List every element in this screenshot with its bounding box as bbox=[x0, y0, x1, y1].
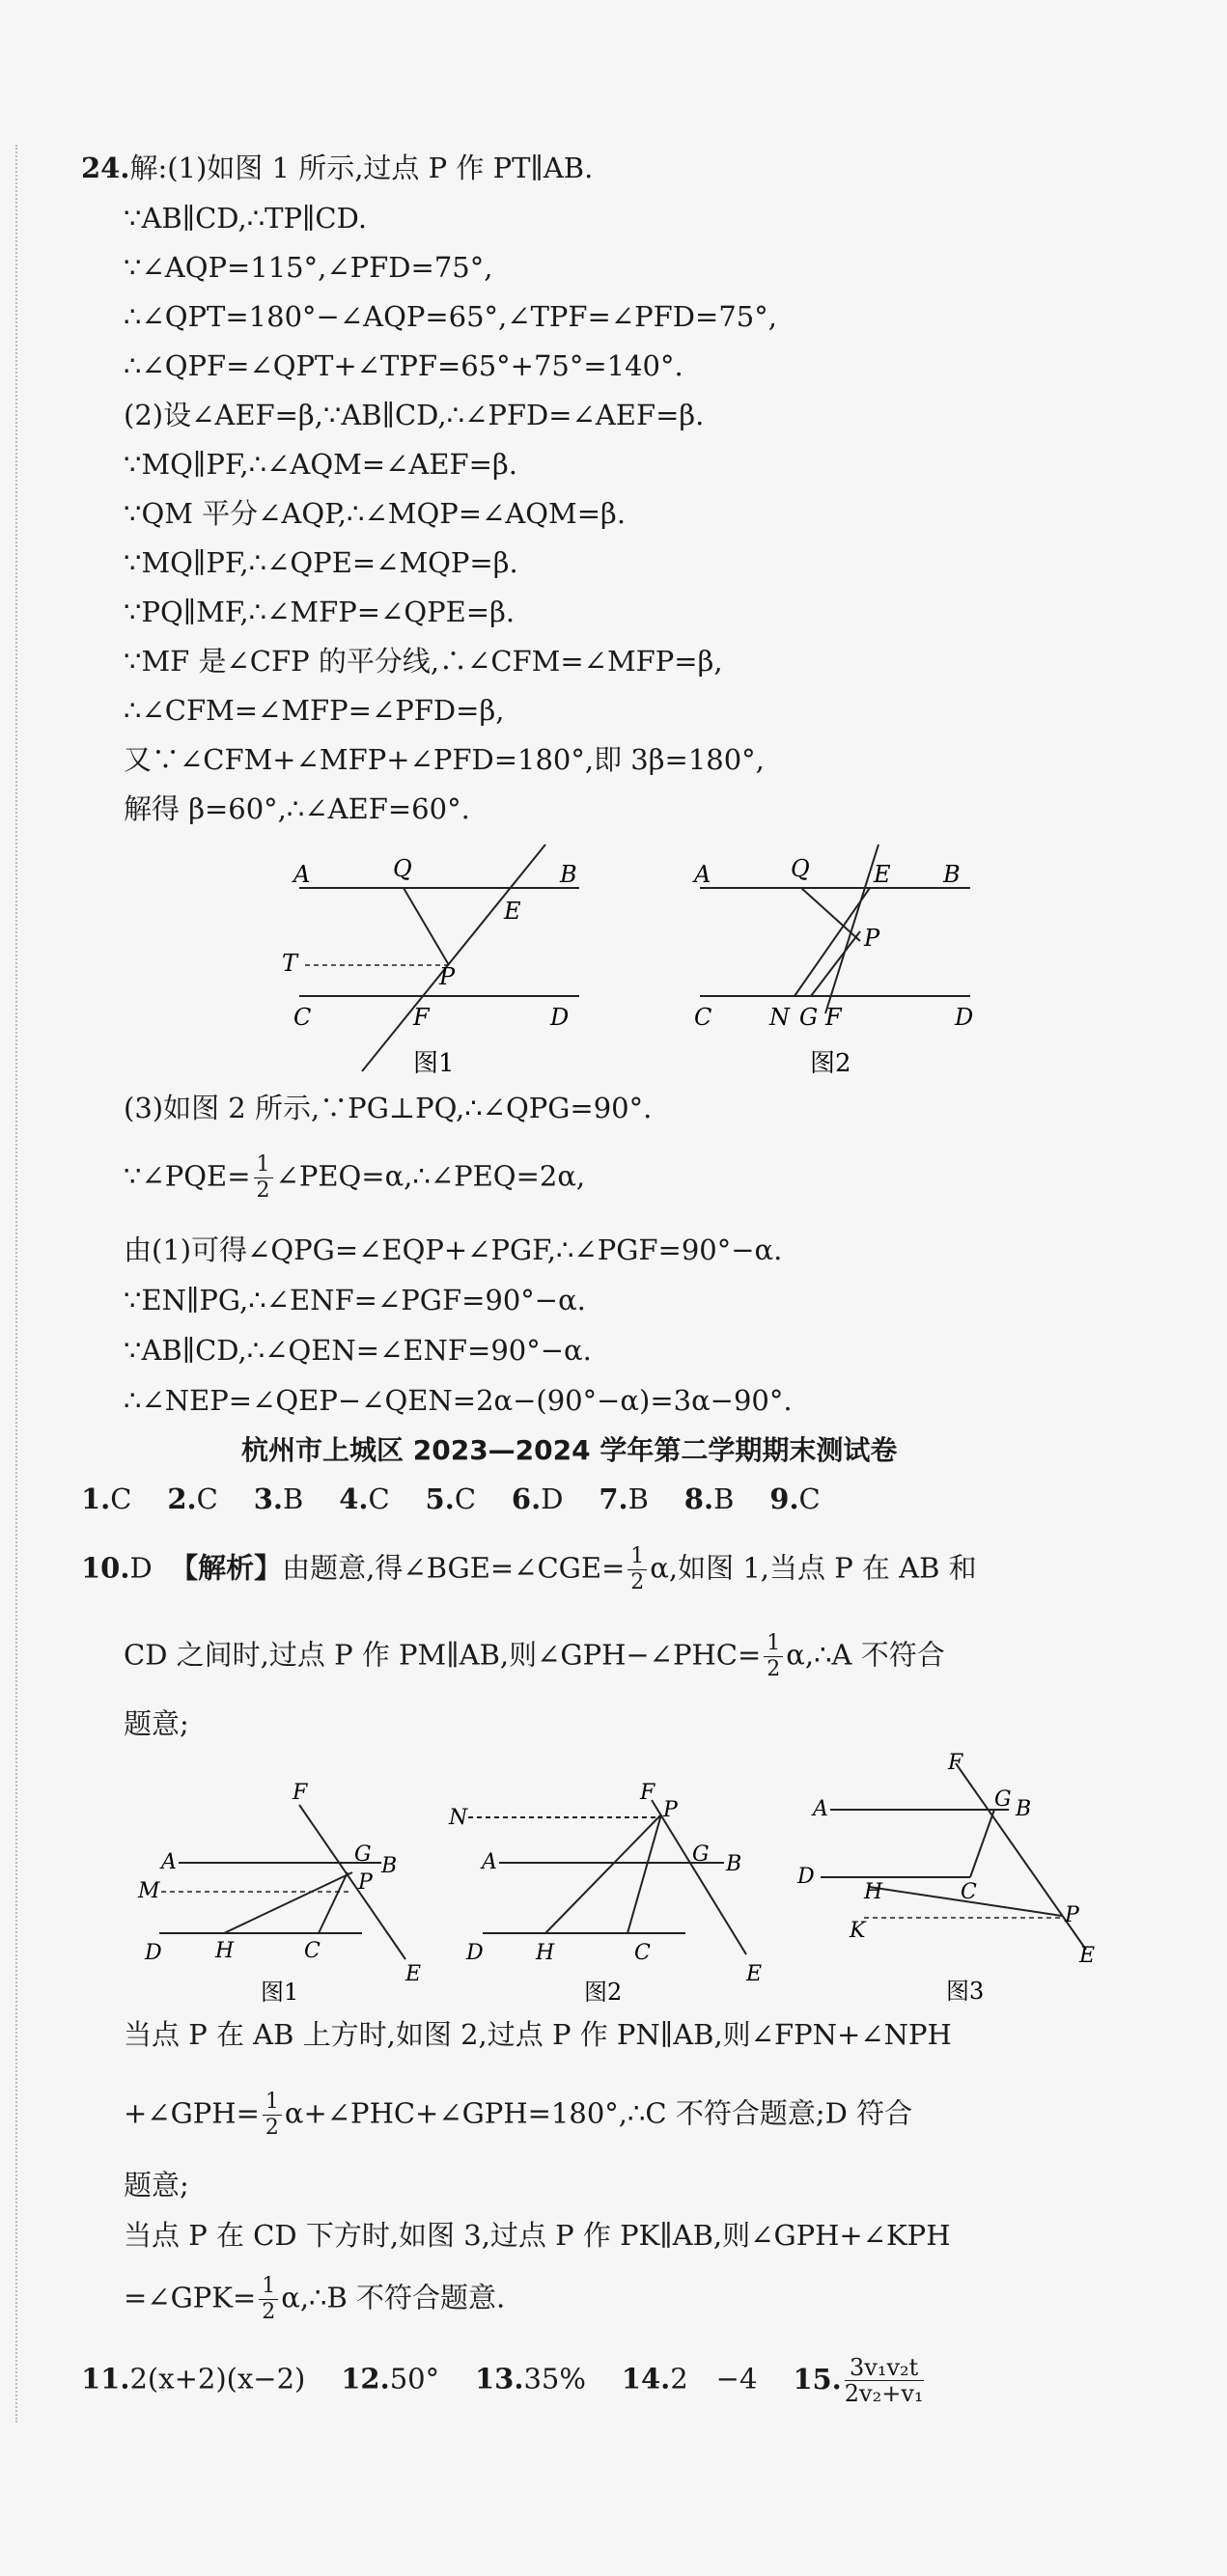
q24-line-8: ∵QM 平分∠AQP,∴∠MQP=∠AQM=β. bbox=[124, 497, 627, 530]
q24-figure-1 bbox=[280, 840, 608, 1100]
q10-line-2: CD 之间时,过点 P 作 PM∥AB,则∠GPH−∠PHC= $\frac{1}{2}$ α,∴A 不符合 bbox=[124, 1631, 945, 1681]
margin-dotted-line bbox=[15, 145, 17, 2423]
fig1-label-a: A bbox=[293, 861, 311, 888]
q10-line-4: 当点 P 在 AB 上方时,如图 2,过点 P 作 PN∥AB,则∠FPN+∠NPH bbox=[124, 2018, 952, 2051]
q24-line-9: ∵MQ∥PF,∴∠QPE=∠MQP=β. bbox=[124, 546, 518, 579]
svg-text:图1: 图1 bbox=[261, 1979, 299, 2006]
mc-item: 7.B bbox=[599, 1482, 649, 1515]
svg-text:F: F bbox=[948, 1752, 963, 1775]
svg-text:D: D bbox=[145, 1941, 162, 1965]
svg-text:G: G bbox=[354, 1842, 372, 1867]
fig2-label-p: P bbox=[864, 925, 880, 952]
fig2-label-n: N bbox=[769, 1004, 790, 1031]
svg-text:H: H bbox=[864, 1880, 883, 1904]
q24-line-14: 解得 β=60°,∴∠AEF=60°. bbox=[124, 792, 470, 825]
q10-figure-2 bbox=[439, 1776, 767, 2008]
q24-part3-line-3: 由(1)可得∠QPG=∠EQP+∠PGF,∴∠PGF=90°−α. bbox=[124, 1233, 783, 1266]
fig1-label-c: C bbox=[293, 1004, 312, 1031]
q24-part3-line-2: ∵∠PQE= $\frac{1}{2}$ ∠PEQ=α,∴∠PEQ=2α, bbox=[124, 1152, 586, 1203]
svg-text:P: P bbox=[1065, 1903, 1079, 1927]
q10-line-3: 题意; bbox=[124, 1707, 189, 1740]
fig1-label-b: B bbox=[560, 861, 577, 888]
q24-part3-line-6: ∴∠NEP=∠QEP−∠QEN=2α−(90°−α)=3α−90°. bbox=[124, 1384, 793, 1417]
mc-item: 4.C bbox=[339, 1482, 390, 1515]
mc-answers-row bbox=[81, 1482, 821, 1516]
q10-line-7: 当点 P 在 CD 下方时,如图 3,过点 P 作 PK∥AB,则∠GPH+∠KPH bbox=[124, 2219, 951, 2252]
svg-text:P: P bbox=[663, 1798, 678, 1822]
svg-text:E: E bbox=[1079, 1944, 1096, 1968]
q10-line-1: 10.D 【解析】由题意,得∠BGE=∠CGE= $\frac{1}{2}$ α,如图 1,当点 P 在 AB 和 bbox=[81, 1544, 977, 1594]
q24-line-2: ∵AB∥CD,∴TP∥CD. bbox=[124, 202, 368, 235]
mc-item: 5.C bbox=[425, 1482, 477, 1515]
svg-text:B: B bbox=[1016, 1797, 1032, 1821]
q24-part3-line-1: (3)如图 2 所示,∵PG⊥PQ,∴∠QPG=90°. bbox=[124, 1092, 653, 1124]
svg-text:A: A bbox=[813, 1797, 828, 1821]
svg-text:A: A bbox=[482, 1850, 497, 1874]
fig1-line-transversal bbox=[362, 845, 545, 1071]
svg-text:K: K bbox=[850, 1919, 866, 1943]
fill-item-15: 15. $\frac{\text{3v₁v₂t}}{\text{2v₂+v₁}}$ bbox=[793, 2354, 924, 2407]
svg-text:F: F bbox=[293, 1781, 308, 1805]
fill-answers-row bbox=[81, 2355, 927, 2406]
fig2-label-c: C bbox=[694, 1004, 712, 1031]
fig2-label-e: E bbox=[874, 861, 891, 888]
svg-text:H: H bbox=[536, 1941, 555, 1965]
fig1-label-e: E bbox=[504, 898, 521, 925]
q10-line-8: =∠GPK= $\frac{1}{2}$ α,∴B 不符合题意. bbox=[124, 2274, 506, 2324]
svg-text:图3: 图3 bbox=[946, 1978, 985, 2005]
mc-item: 8.B bbox=[683, 1482, 735, 1515]
svg-text:C: C bbox=[961, 1880, 977, 1904]
fig2-line-en bbox=[795, 888, 870, 996]
svg-text:A: A bbox=[161, 1850, 177, 1874]
svg-text:C: C bbox=[634, 1941, 651, 1965]
q24-line-5: ∴∠QPF=∠QPT+∠TPF=65°+75°=140°. bbox=[124, 349, 683, 382]
mc-item: 3.B bbox=[253, 1482, 304, 1515]
fig2-label-f: F bbox=[825, 1004, 842, 1031]
q10-figure-1 bbox=[130, 1776, 439, 2008]
fig2-label-q: Q bbox=[791, 855, 810, 882]
mc-item: 9.C bbox=[769, 1482, 821, 1515]
q24-part3-line-4: ∵EN∥PG,∴∠ENF=∠PGF=90°−α. bbox=[124, 1284, 586, 1316]
fig2-caption: 图2 bbox=[810, 1049, 851, 1078]
fig1-label-p: P bbox=[439, 963, 456, 990]
q24-line-3: ∵∠AQP=115°,∠PFD=75°, bbox=[124, 251, 493, 284]
q24-line-6: (2)设∠AEF=β,∵AB∥CD,∴∠PFD=∠AEF=β. bbox=[124, 399, 705, 431]
fill-item-14: 14.2 −4 bbox=[621, 2362, 758, 2396]
mc-item: 1.C bbox=[81, 1482, 132, 1515]
fig1-line-qp bbox=[404, 888, 449, 965]
svg-text:B: B bbox=[381, 1854, 398, 1878]
fill-item-11: 11.2(x+2)(x−2) bbox=[81, 2362, 306, 2396]
fill-item-12: 12.50° bbox=[341, 2362, 440, 2396]
exam-title: 杭州市上城区 2023—2024 学年第二学期期末测试卷 bbox=[241, 1434, 898, 1466]
fig1-label-d: D bbox=[550, 1004, 570, 1031]
q24-line-1: 24.解:(1)如图 1 所示,过点 P 作 PT∥AB. bbox=[81, 152, 594, 184]
q24-line-13: 又∵∠CFM+∠MFP+∠PFD=180°,即 3β=180°, bbox=[124, 743, 765, 776]
svg-text:G: G bbox=[994, 1787, 1012, 1812]
q24-part3-line-5: ∵AB∥CD,∴∠QEN=∠ENF=90°−α. bbox=[124, 1334, 592, 1367]
half-fraction: $\frac{1}{2}$ bbox=[254, 1152, 273, 1204]
svg-text:P: P bbox=[358, 1870, 373, 1895]
svg-text:图2: 图2 bbox=[584, 1979, 623, 2006]
fig2-line-pg bbox=[811, 931, 860, 996]
fig1-label-t: T bbox=[282, 950, 298, 977]
svg-text:E: E bbox=[746, 1962, 763, 1986]
q24-line-4: ∴∠QPT=180°−∠AQP=65°,∠TPF=∠PFD=75°, bbox=[124, 300, 777, 333]
svg-text:C: C bbox=[304, 1939, 321, 1963]
q24-line-12: ∴∠CFM=∠MFP=∠PFD=β, bbox=[124, 694, 505, 727]
q24-figure-2 bbox=[690, 840, 999, 1100]
mc-item: 2.C bbox=[167, 1482, 218, 1515]
fig2-label-d: D bbox=[955, 1004, 974, 1031]
fig2-label-b: B bbox=[943, 861, 961, 888]
fill-item-13: 13.35% bbox=[474, 2362, 586, 2396]
svg-text:D: D bbox=[466, 1941, 484, 1965]
svg-text:M: M bbox=[138, 1879, 160, 1903]
mc-item: 6.D bbox=[511, 1482, 564, 1515]
q24-line-11: ∵MF 是∠CFP 的平分线,∴∠CFM=∠MFP=β, bbox=[124, 645, 723, 678]
q10-line-5: +∠GPH= $\frac{1}{2}$ α+∠PHC+∠GPH=180°,∴C 不符合题意;D 符合 bbox=[124, 2090, 913, 2140]
q24-line-10: ∵PQ∥MF,∴∠MFP=∠QPE=β. bbox=[124, 596, 516, 628]
svg-text:F: F bbox=[640, 1781, 655, 1805]
fig1-label-f: F bbox=[413, 1004, 430, 1031]
fig2-label-a: A bbox=[694, 861, 711, 888]
fig2-label-g: G bbox=[799, 1004, 819, 1031]
fig1-label-q: Q bbox=[393, 855, 412, 882]
svg-text:H: H bbox=[215, 1939, 235, 1963]
fig1-caption: 图1 bbox=[413, 1049, 455, 1078]
q10-figure-3 bbox=[792, 1752, 1120, 2008]
svg-text:G: G bbox=[692, 1842, 710, 1867]
q24-line-7: ∵MQ∥PF,∴∠AQM=∠AEF=β. bbox=[124, 448, 517, 481]
svg-text:D: D bbox=[797, 1865, 815, 1889]
svg-text:N: N bbox=[449, 1806, 468, 1830]
svg-text:B: B bbox=[726, 1852, 742, 1876]
svg-text:E: E bbox=[405, 1962, 422, 1986]
q10-line-6: 题意; bbox=[124, 2169, 189, 2202]
